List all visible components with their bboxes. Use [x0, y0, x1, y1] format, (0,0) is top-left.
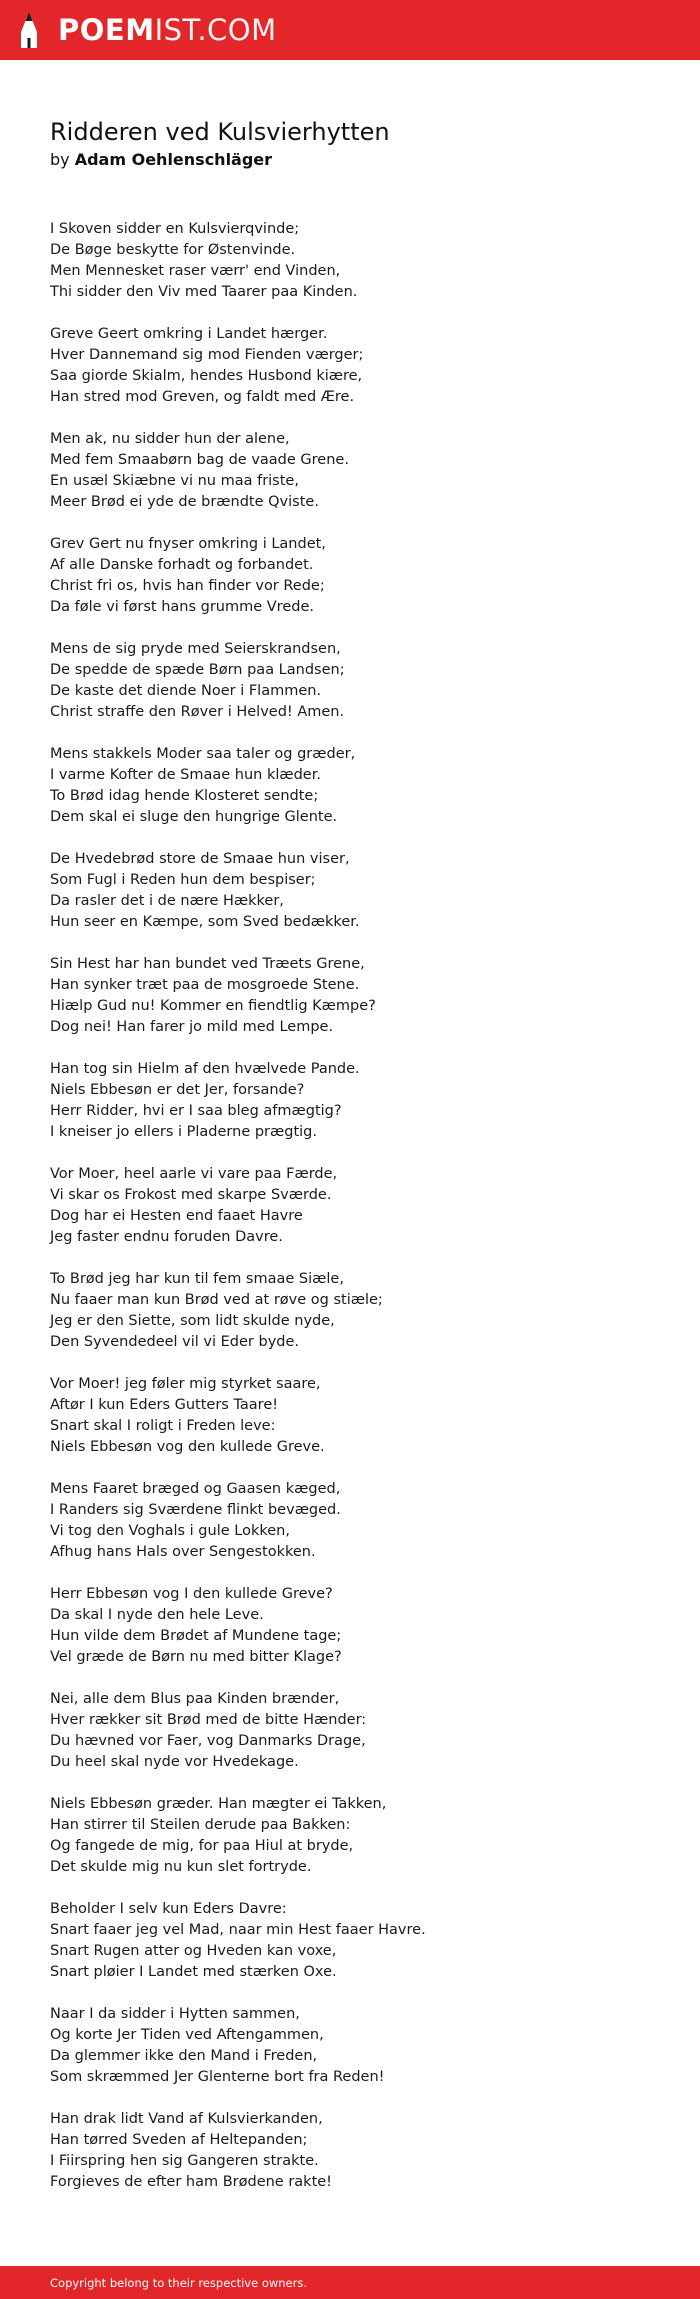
poem-line: Mens Faaret bræged og Gaasen kæged, — [50, 1481, 341, 1497]
poem-line: Han stred mod Greven, og faldt med Ære. — [50, 389, 355, 405]
poem-line: Snart pløier I Landet med stærken Oxe. — [50, 1964, 337, 1980]
poem-line: Men ak, nu sidder hun der alene, — [50, 431, 290, 447]
poem-line: Thi sidder den Viv med Taarer paa Kinden. — [50, 284, 358, 300]
poem-line: Og fangede de mig, for paa Hiul at bryde, — [50, 1838, 354, 1854]
poem-line: Da føle vi først hans grumme Vrede. — [50, 599, 314, 615]
poem-line: To Brød idag hende Klosteret sendte; — [50, 788, 319, 804]
poem-line: Han synker træt paa de mosgroede Stene. — [50, 977, 360, 993]
poem-line: Nu faaer man kun Brød ved at røve og stiæle; — [50, 1292, 383, 1308]
poem-line: I kneiser jo ellers i Pladerne prægtig. — [50, 1124, 317, 1140]
poem-stanza — [50, 1374, 650, 1458]
poem-line: Afhug hans Hals over Sengestokken. — [50, 1544, 316, 1560]
poem-line: De Hvedebrød store de Smaae hun viser, — [50, 851, 350, 867]
by-label: by — [50, 150, 70, 169]
poem-line: Herr Ridder, hvi er I saa bleg afmægtig? — [50, 1103, 342, 1119]
poem-line: Christ fri os, hvis han finder vor Rede; — [50, 578, 325, 594]
poem-line: Af alle Danske forhadt og forbandet. — [50, 557, 314, 573]
poem-line: Mens stakkels Moder saa taler og græder, — [50, 746, 356, 762]
poem-line: Dog har ei Hesten end faaet Havre — [50, 1208, 303, 1224]
poem-stanza — [50, 1479, 650, 1563]
poem-line: Hver Dannemand sig mod Fienden værger; — [50, 347, 364, 363]
poem-header — [50, 116, 650, 172]
poem-line: Hun seer en Kæmpe, som Sved bedækker. — [50, 914, 360, 930]
poem-line: Hiælp Gud nu! Kommer en fiendtlig Kæmpe? — [50, 998, 376, 1014]
poem-stanza — [50, 639, 650, 723]
poem-stanza — [50, 2004, 650, 2088]
poem-line: Da glemmer ikke den Mand i Freden, — [50, 2048, 318, 2064]
poem-line: Niels Ebbesøn græder. Han mægter ei Takken, — [50, 1796, 387, 1812]
poem-line: Hver rækker sit Brød med de bitte Hænder: — [50, 1712, 367, 1728]
poem-title: Ridderen ved Kulsvierhytten — [50, 118, 390, 146]
poem-line: De kaste det diende Noer i Flammen. — [50, 683, 322, 699]
poem-line: Meer Brød ei yde de brændte Qviste. — [50, 494, 319, 510]
poem-line: Med fem Smaabørn bag de vaade Grene. — [50, 452, 349, 468]
poem-line: De Bøge beskytte for Østenvinde. — [50, 242, 296, 258]
poem-line: Han stirrer til Steilen derude paa Bakken: — [50, 1817, 351, 1833]
poem-line: Mens de sig pryde med Seierskrandsen, — [50, 641, 341, 657]
poem-line: Han tørred Sveden af Heltepanden; — [50, 2132, 308, 2148]
pencil-icon[interactable] — [18, 10, 40, 50]
poem-line: Vi tog den Voghals i gule Lokken, — [50, 1523, 290, 1539]
poem-stanza — [50, 1269, 650, 1353]
poem-line: Da skal I nyde den hele Leve. — [50, 1607, 264, 1623]
poem-line: Aftør I kun Eders Gutters Taare! — [50, 1397, 279, 1413]
poem-line: Snart Rugen atter og Hveden kan voxe, — [50, 1943, 337, 1959]
poem-line: Vor Moer! jeg føler mig styrket saare, — [50, 1376, 321, 1392]
poem-line: Vor Moer, heel aarle vi vare paa Færde, — [50, 1166, 338, 1182]
poem-stanza — [50, 849, 650, 933]
poem-stanza — [50, 954, 650, 1038]
poem-line: Herr Ebbesøn vog I den kullede Greve? — [50, 1586, 333, 1602]
site-header — [0, 0, 700, 60]
poem-line: Dog nei! Han farer jo mild med Lempe. — [50, 1019, 334, 1035]
logo-text-strong: POEM — [58, 13, 155, 47]
poem-line: Som skræmmed Jer Glenterne bort fra Reden! — [50, 2069, 385, 2085]
poem-line: I varme Kofter de Smaae hun klæder. — [50, 767, 321, 783]
poem-stanza — [50, 1689, 650, 1773]
poem-line: Sin Hest har han bundet ved Træets Grene, — [50, 956, 365, 972]
poem-line: Han tog sin Hielm af den hvælvede Pande. — [50, 1061, 360, 1077]
poem-line: Niels Ebbesøn vog den kullede Greve. — [50, 1439, 325, 1455]
poem-line: Saa giorde Skialm, hendes Husbond kiære, — [50, 368, 363, 384]
poem-stanza — [50, 1794, 650, 1878]
poem-line: Greve Geert omkring i Landet hærger. — [50, 326, 328, 342]
poem-stanza — [50, 1584, 650, 1668]
poem-line: I Randers sig Sværdene flinkt bevæged. — [50, 1502, 341, 1518]
poem-line: Dem skal ei sluge den hungrige Glente. — [50, 809, 338, 825]
poem-body — [50, 219, 650, 2214]
poem-line: Men Mennesket raser værr' end Vinden, — [50, 263, 341, 279]
poem-stanza — [50, 1164, 650, 1248]
poem-line: Han drak lidt Vand af Kulsvierkanden, — [50, 2111, 323, 2127]
poem-line: Snart skal I roligt i Freden leve: — [50, 1418, 276, 1434]
poem-line: Forgieves de efter ham Brødene rakte! — [50, 2174, 332, 2190]
poem-line: Og korte Jer Tiden ved Aftengammen, — [50, 2027, 324, 2043]
poem-line: Nei, alle dem Blus paa Kinden brænder, — [50, 1691, 340, 1707]
poem-stanza — [50, 1059, 650, 1143]
byline — [50, 148, 650, 172]
poem-stanza — [50, 2109, 650, 2193]
poem-line: Den Syvendedeel vil vi Eder byde. — [50, 1334, 300, 1350]
poem-line: Vi skar os Frokost med skarpe Sværde. — [50, 1187, 332, 1203]
poem-line: Niels Ebbesøn er det Jer, forsande? — [50, 1082, 305, 1098]
poem-line: Som Fugl i Reden hun dem bespiser; — [50, 872, 316, 888]
poem-line: Vel græde de Børn nu med bitter Klage? — [50, 1649, 342, 1665]
poem-line: I Skoven sidder en Kulsvierqvinde; — [50, 221, 300, 237]
poem-stanza — [50, 534, 650, 618]
poem-stanza — [50, 324, 650, 408]
poem-line: Hun vilde dem Brødet af Mundene tage; — [50, 1628, 342, 1644]
poem-line: Du hævned vor Faer, vog Danmarks Drage, — [50, 1733, 366, 1749]
site-footer — [0, 2266, 700, 2299]
poem-line: Du heel skal nyde vor Hvedekage. — [50, 1754, 299, 1770]
poem-line: En usæl Skiæbne vi nu maa friste, — [50, 473, 299, 489]
author-name[interactable]: Adam Oehlenschläger — [74, 150, 273, 169]
poem-line: Da rasler det i de nære Hækker, — [50, 893, 284, 909]
poem-line: Naar I da sidder i Hytten sammen, — [50, 2006, 300, 2022]
poem-stanza — [50, 219, 650, 303]
poem-line: Christ straffe den Røver i Helved! Amen. — [50, 704, 345, 720]
poem-stanza — [50, 429, 650, 513]
poem-line: Snart faaer jeg vel Mad, naar min Hest faaer Havre. — [50, 1922, 426, 1938]
logo-text-light: IST.COM — [154, 13, 277, 47]
site-logo[interactable] — [58, 12, 277, 48]
poem-line: To Brød jeg har kun til fem smaae Siæle, — [50, 1271, 344, 1287]
copyright-text: Copyright belong to their respective owners. — [50, 2276, 308, 2290]
poem-stanza — [50, 1899, 650, 1983]
poem-line: Det skulde mig nu kun slet fortryde. — [50, 1859, 312, 1875]
poem-stanza — [50, 744, 650, 828]
poem-line: I Fiirspring hen sig Gangeren strakte. — [50, 2153, 319, 2169]
poem-line: Jeg faster endnu foruden Davre. — [50, 1229, 283, 1245]
poem-line: Jeg er den Siette, som lidt skulde nyde, — [50, 1313, 335, 1329]
poem-line: Beholder I selv kun Eders Davre: — [50, 1901, 287, 1917]
poem-line: Grev Gert nu fnyser omkring i Landet, — [50, 536, 326, 552]
poem-line: De spedde de spæde Børn paa Landsen; — [50, 662, 345, 678]
